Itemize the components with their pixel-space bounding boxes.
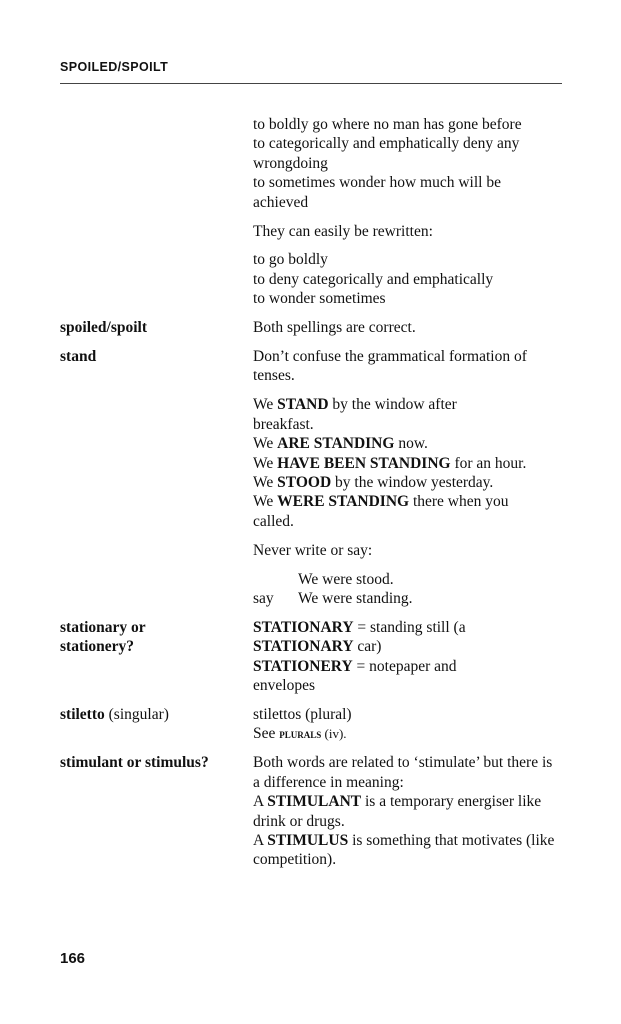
entry-spoiled-spoilt bbox=[60, 318, 565, 337]
entry-term: stationery? bbox=[60, 638, 135, 656]
page-content bbox=[60, 115, 565, 879]
entry-stationary-stationery bbox=[60, 618, 565, 696]
entry-term: stand bbox=[60, 348, 97, 366]
entry-definition: Both spellings are correct. bbox=[253, 319, 416, 337]
page-number: 166 bbox=[60, 950, 86, 967]
rewrite-intro: They can easily be rewritten: bbox=[253, 222, 433, 240]
example-line: We STAND by the window after breakfast. bbox=[253, 396, 457, 433]
split-infinitive-examples bbox=[253, 115, 565, 212]
right-example: say We were standing. bbox=[253, 590, 413, 608]
definition-line: STATIONERY = notepaper and envelopes bbox=[253, 657, 457, 695]
entry-stimulant-stimulus bbox=[60, 753, 565, 869]
entry-term: stiletto bbox=[60, 706, 105, 724]
example-line: to categorically and emphatically deny any wrongdoing bbox=[253, 135, 520, 172]
example-line: We ARE STANDING now. bbox=[253, 435, 428, 453]
definition-line: STATIONARY = standing still (a bbox=[253, 618, 466, 636]
example-line: We HAVE BEEN STANDING for an hour. bbox=[253, 454, 527, 472]
tense-examples bbox=[253, 395, 565, 531]
entry-term: stationary or bbox=[60, 618, 146, 636]
entry-stiletto bbox=[60, 705, 565, 744]
definition-line: A STIMULANT is a temporary energiser like drink or drugs. bbox=[253, 793, 542, 830]
entry-definition: Don’t confuse the grammatical formation of tenses. bbox=[253, 348, 527, 385]
entry-definition: Both words are related to ‘stimulate’ but there is a difference in meaning: bbox=[253, 754, 553, 791]
entry-term: stimulant or stimulus? bbox=[60, 754, 209, 772]
header-rule bbox=[60, 83, 562, 84]
term-note: (singular) bbox=[104, 706, 169, 724]
entry-stand bbox=[60, 347, 565, 608]
example-line: We STOOD by the window yesterday. bbox=[253, 474, 494, 491]
definition-line: STATIONARY car) bbox=[253, 638, 382, 656]
never-write-intro: Never write or say: bbox=[253, 541, 373, 559]
example-line: to deny categorically and emphatically bbox=[253, 270, 494, 288]
entry-continuation bbox=[60, 115, 565, 309]
example-line: to boldly go where no man has gone before bbox=[253, 116, 522, 133]
rewritten-examples bbox=[253, 250, 565, 308]
example-line: to go boldly bbox=[253, 251, 328, 269]
entry-definition: stilettos (plural) bbox=[253, 706, 352, 724]
wrong-right-examples bbox=[253, 570, 565, 609]
definition-line: A STIMULUS is something that motivates (like competition). bbox=[253, 832, 555, 869]
running-head: SPOILED/SPOILT bbox=[60, 60, 169, 74]
example-line: We WERE STANDING there when you called. bbox=[253, 493, 509, 530]
cross-reference: See plurals (iv). bbox=[253, 725, 347, 743]
example-line: to wonder sometimes bbox=[253, 290, 386, 308]
example-line: to sometimes wonder how much will be achieved bbox=[253, 174, 501, 211]
entry-term: spoiled/spoilt bbox=[60, 319, 147, 337]
cross-reference-link: plurals bbox=[279, 726, 322, 742]
wrong-example: We were stood. bbox=[298, 570, 394, 588]
